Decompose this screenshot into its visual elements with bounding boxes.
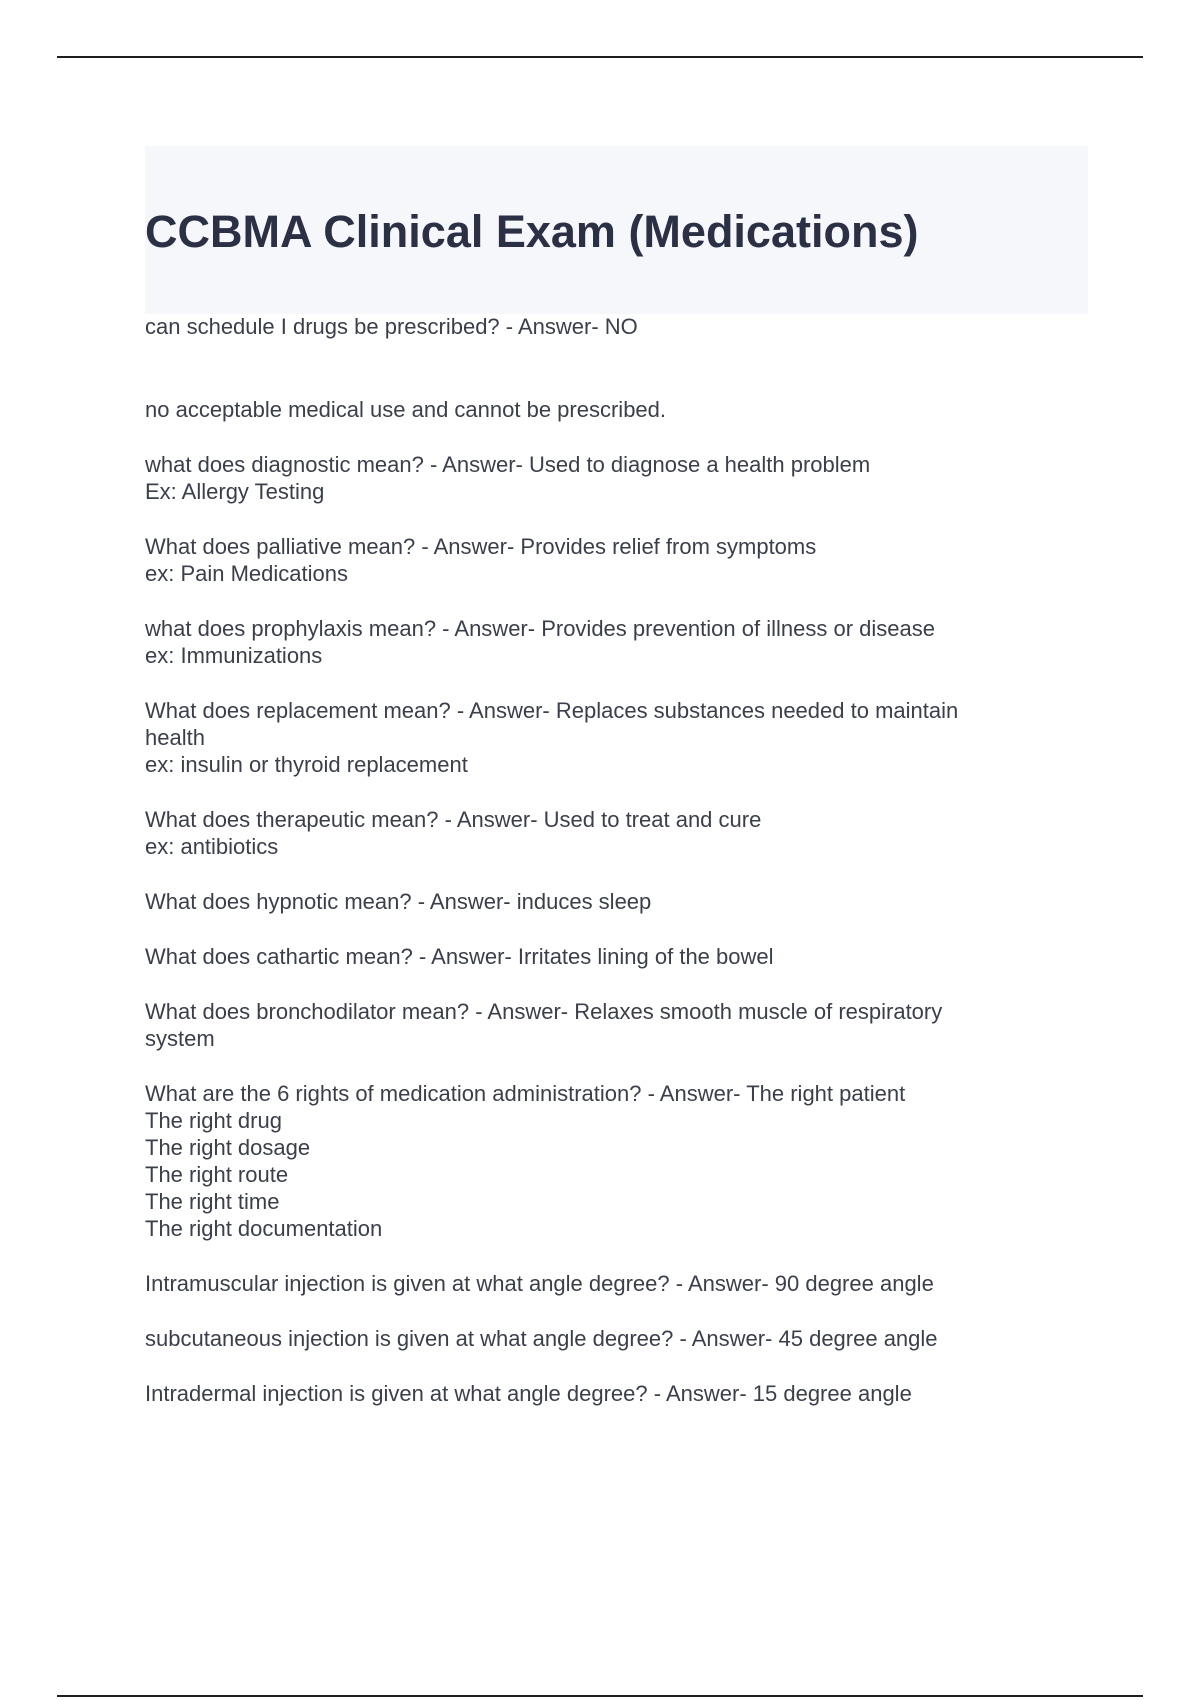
qa-line: ex: Immunizations <box>145 643 323 668</box>
qa-line: The right drug <box>145 1108 282 1133</box>
qa-line: no acceptable medical use and cannot be prescribed. <box>145 397 667 422</box>
qa-entry <box>145 888 1065 915</box>
document-body <box>145 313 1065 1435</box>
qa-line: can schedule I drugs be prescribed? - Answer- NO <box>145 314 638 339</box>
qa-entry <box>145 1270 1065 1297</box>
qa-entry <box>145 1325 1065 1352</box>
qa-line: subcutaneous injection is given at what angle degree? - Answer- 45 degree angle <box>145 1326 938 1351</box>
qa-line: Ex: Allergy Testing <box>145 479 325 504</box>
qa-line: ex: Pain Medications <box>145 561 348 586</box>
qa-line: The right dosage <box>145 1135 311 1160</box>
page-title: CCBMA Clinical Exam (Medications) <box>145 206 919 257</box>
qa-line: Intradermal injection is given at what angle degree? - Answer- 15 degree angle <box>145 1381 912 1406</box>
qa-line: What does therapeutic mean? - Answer- Used to treat and cure <box>145 807 762 832</box>
qa-entry <box>145 697 1065 778</box>
qa-line: health <box>145 725 205 750</box>
qa-line: What does cathartic mean? - Answer- Irritates lining of the bowel <box>145 944 774 969</box>
qa-entry <box>145 943 1065 970</box>
qa-line: What does palliative mean? - Answer- Provides relief from symptoms <box>145 534 817 559</box>
qa-entry <box>145 806 1065 860</box>
qa-line: ex: insulin or thyroid replacement <box>145 752 468 777</box>
qa-entry <box>145 451 1065 505</box>
qa-line: The right route <box>145 1162 289 1187</box>
qa-entry <box>145 615 1065 669</box>
qa-line: Intramuscular injection is given at what angle degree? - Answer- 90 degree angle <box>145 1271 934 1296</box>
qa-entry <box>145 313 1065 340</box>
qa-entry <box>145 1380 1065 1407</box>
qa-line: What are the 6 rights of medication administration? - Answer- The right patient <box>145 1081 906 1106</box>
qa-line: what does prophylaxis mean? - Answer- Provides prevention of illness or disease <box>145 616 935 641</box>
qa-line: What does replacement mean? - Answer- Replaces substances needed to maintain <box>145 698 959 723</box>
qa-line: system <box>145 1026 215 1051</box>
qa-line: ex: antibiotics <box>145 834 279 859</box>
qa-line: The right documentation <box>145 1216 383 1241</box>
qa-entry <box>145 533 1065 587</box>
bottom-rule <box>57 1695 1143 1697</box>
qa-line: What does bronchodilator mean? - Answer- Relaxes smooth muscle of respiratory <box>145 999 943 1024</box>
qa-entry <box>145 998 1065 1052</box>
qa-line: what does diagnostic mean? - Answer- Used to diagnose a health problem <box>145 452 871 477</box>
qa-entry <box>145 1080 1065 1242</box>
qa-line: The right time <box>145 1189 280 1214</box>
qa-entry <box>145 396 1065 423</box>
top-rule <box>57 56 1143 58</box>
qa-line: What does hypnotic mean? - Answer- induces sleep <box>145 889 652 914</box>
